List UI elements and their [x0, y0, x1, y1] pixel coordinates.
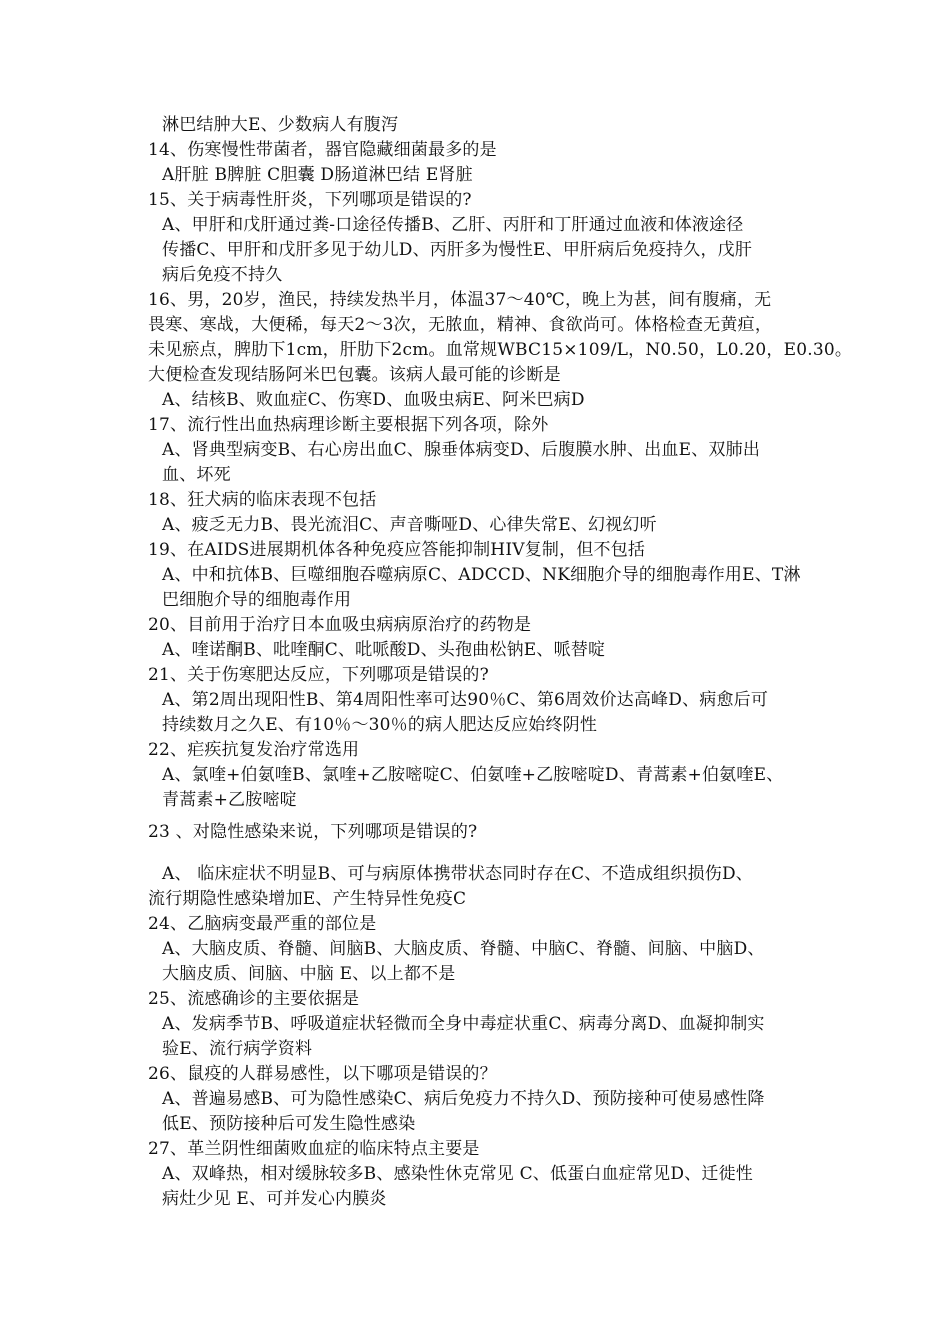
- answer-line: 血、坏死: [162, 465, 231, 485]
- answer-line: A、 临床症状不明显B、可与病原体携带状态同时存在C、不造成组织损伤D、: [162, 864, 754, 884]
- answer-line: A、发病季节B、呼吸道症状轻微而全身中毒症状重C、病毒分离D、血凝抑制实: [162, 1014, 765, 1034]
- question-line: 16、男，20岁，渔民，持续发热半月，体温37～40℃，晚上为甚，间有腹痛，无: [148, 290, 772, 310]
- answer-line: A、甲肝和戊肝通过粪-口途径传播B、乙肝、丙肝和丁肝通过血液和体液途径: [162, 215, 744, 235]
- answer-line: A、双峰热，相对缓脉较多B、感染性休克常见 C、低蛋白血症常见D、迁徙性: [162, 1164, 754, 1184]
- answer-line: A、大脑皮质、脊髓、间脑B、大脑皮质、脊髓、中脑C、脊髓、间脑、中脑D、: [162, 939, 765, 959]
- question-line: 26、鼠疫的人群易感性，以下哪项是错误的？: [148, 1064, 497, 1084]
- answer-line: 传播C、甲肝和戊肝多见于幼儿D、丙肝多为慢性E、甲肝病后免疫持久，戊肝: [162, 240, 753, 260]
- answer-line: A、第2周出现阳性B、第4周阳性率可达90％C、第6周效价达高峰D、病愈后可: [162, 690, 769, 710]
- answer-line: A肝脏 B脾脏 C胆囊 D肠道淋巴结 E肾脏: [162, 165, 473, 185]
- question-line: 17、流行性出血热病理诊断主要根据下列各项，除外: [148, 415, 549, 435]
- answer-line: 持续数月之久E、有10％～30％的病人肥达反应始终阴性: [162, 715, 598, 735]
- answer-line: 青蒿素+乙胺嘧啶: [162, 790, 297, 810]
- answer-line: 流行期隐性感染增加E、产生特异性免疫C: [148, 889, 467, 909]
- answer-line: 病后免疫不持久: [162, 265, 283, 285]
- answer-line: A、喹诺酮B、吡喹酮C、吡哌酸D、头孢曲松钠E、哌替啶: [162, 640, 606, 660]
- answer-line: A、普遍易感B、可为隐性感染C、病后免疫力不持久D、预防接种可使易感性降: [162, 1089, 765, 1109]
- answer-line: 大脑皮质、间脑、中脑 E、以上都不是: [162, 964, 456, 984]
- question-line: 23 、对隐性感染来说，下列哪项是错误的?: [148, 822, 478, 842]
- answer-line: A、中和抗体B、巨噬细胞吞噬病原C、ADCCD、NK细胞介导的细胞毒作用E、T淋: [162, 565, 801, 585]
- question-line: 21、关于伤寒肥达反应，下列哪项是错误的?: [148, 665, 489, 685]
- question-line: 27、革兰阴性细菌败血症的临床特点主要是: [148, 1139, 480, 1159]
- answer-line: A、肾典型病变B、右心房出血C、腺垂体病变D、后腹膜水肿、出血E、双肺出: [162, 440, 761, 460]
- answer-line: 巴细胞介导的细胞毒作用: [162, 590, 352, 610]
- question-line: 19、在AIDS进展期机体各种免疫应答能抑制HIV复制，但不包括: [148, 540, 646, 560]
- answer-line: 验E、流行病学资料: [162, 1039, 313, 1059]
- question-line: 24、乙脑病变最严重的部位是: [148, 914, 377, 934]
- question-line: 18、狂犬病的临床表现不包括: [148, 490, 377, 510]
- question-line: 畏寒、寒战，大便稀，每天2～3次，无脓血，精神、食欲尚可。体格检查无黄疸，: [148, 315, 773, 335]
- question-line: 14、伤寒慢性带菌者，器官隐藏细菌最多的是: [148, 140, 497, 160]
- answer-line: A、氯喹+伯氨喹B、氯喹+乙胺嘧啶C、伯氨喹+乙胺嘧啶D、青蒿素+伯氨喹E、: [162, 765, 784, 785]
- question-line: 未见瘀点，脾肋下1cm，肝肋下2cm。血常规WBC15×109/L，N0.50，L0.20，E0.30。: [148, 340, 853, 360]
- answer-line: 病灶少见 E、可并发心内膜炎: [162, 1189, 387, 1209]
- answer-line: A、疲乏无力B、畏光流泪C、声音嘶哑D、心律失常E、幻视幻听: [162, 515, 657, 535]
- question-line: 25、流感确诊的主要依据是: [148, 989, 360, 1009]
- question-line: 15、关于病毒性肝炎，下列哪项是错误的?: [148, 190, 472, 210]
- question-line: 22、疟疾抗复发治疗常选用: [148, 740, 360, 760]
- answer-line: A、结核B、败血症C、伤寒D、血吸虫病E、阿米巴病D: [162, 390, 585, 410]
- question-line: 大便检查发现结肠阿米巴包囊。该病人最可能的诊断是: [148, 365, 561, 385]
- question-line: 20、目前用于治疗日本血吸虫病病原治疗的药物是: [148, 615, 532, 635]
- answer-line: 淋巴结肿大E、少数病人有腹泻: [162, 115, 399, 135]
- answer-line: 低E、预防接种后可发生隐性感染: [162, 1114, 416, 1134]
